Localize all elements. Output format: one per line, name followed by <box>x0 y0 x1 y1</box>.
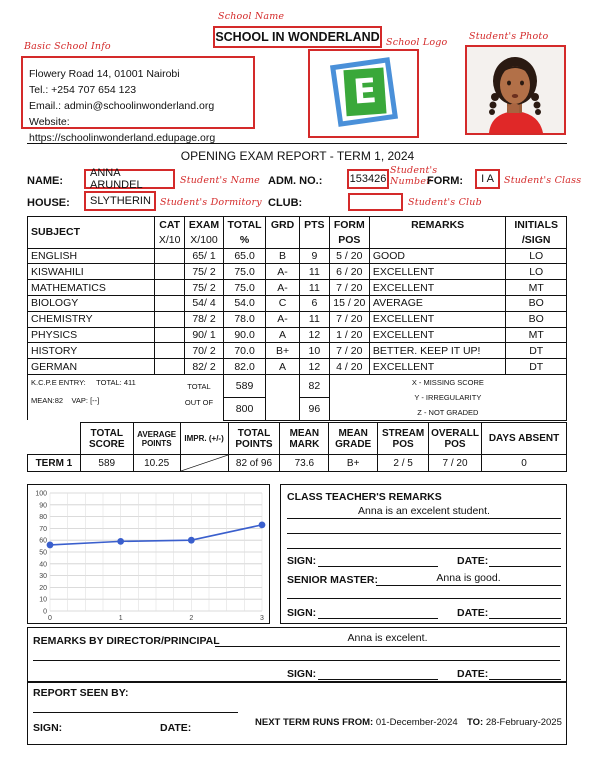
x-tick-label: 0 <box>48 615 52 622</box>
header-subject: SUBJECT <box>28 217 155 249</box>
school-website: Website: https://schoolinwonderland.edupage.org <box>29 116 216 144</box>
total-percent: 82.0 <box>224 359 266 375</box>
x-tick-label: 2 <box>189 615 194 622</box>
teacher-date-label: DATE: <box>457 555 489 567</box>
remarks: EXCELLENT <box>369 327 506 343</box>
points: 11 <box>299 311 329 327</box>
exam-score: 75/ 2 <box>185 280 224 296</box>
subject-name: CHEMISTRY <box>28 311 155 327</box>
grade-legend <box>329 374 566 420</box>
annotation-student-name: Student's Name <box>180 175 260 186</box>
subject-name: KISWAHILI <box>28 264 155 280</box>
y-tick-label: 80 <box>39 514 47 522</box>
adm-label: ADM. NO.: <box>268 175 323 187</box>
summary-term-label: TERM 1 <box>28 455 81 472</box>
form-position: 7 / 20 <box>329 311 369 327</box>
total-value: 589 <box>224 374 266 397</box>
form-position: 4 / 20 <box>329 359 369 375</box>
summary-header-total-points: TOTAL POINTS <box>228 423 280 455</box>
y-tick-label: 10 <box>39 596 47 604</box>
form-position: 1 / 20 <box>329 327 369 343</box>
student-house: SLYTHERIN <box>90 195 151 207</box>
school-tel: Tel.: +254 707 654 123 <box>29 84 137 96</box>
school-email: Email.: admin@schoolinwonderland.org <box>29 100 215 112</box>
form-position: 6 / 20 <box>329 264 369 280</box>
teacher-line-1 <box>287 518 561 519</box>
club-box <box>348 193 403 211</box>
summary-mean-grade: B+ <box>329 455 378 472</box>
next-term-to: 28-February-2025 <box>485 717 562 728</box>
table-row <box>28 264 567 280</box>
report-seen-line <box>33 712 238 713</box>
summary-impr <box>180 455 228 472</box>
total-percent: 65.0 <box>224 248 266 264</box>
teacher-sign-line <box>318 566 438 567</box>
kcpe-entry-label: K.C.P.E ENTRY: <box>31 377 86 387</box>
club-label: CLUB: <box>268 197 303 209</box>
cat-score <box>155 264 185 280</box>
form-position: 7 / 20 <box>329 280 369 296</box>
table-row <box>28 359 567 375</box>
summary-header-days-absent: DAYS ABSENT <box>482 423 567 455</box>
remarks: EXCELLENT <box>369 311 506 327</box>
points: 6 <box>299 295 329 311</box>
performance-chart-box <box>27 484 270 624</box>
form-position: 15 / 20 <box>329 295 369 311</box>
points: 11 <box>299 264 329 280</box>
director-line-1 <box>215 646 560 647</box>
y-tick-label: 90 <box>39 502 47 510</box>
school-name-box <box>213 26 382 48</box>
grade: B <box>266 248 300 264</box>
remarks: AVERAGE <box>369 295 506 311</box>
x-tick-label: 3 <box>260 615 264 622</box>
kcpe-mean: MEAN:82 <box>31 395 64 405</box>
remarks: EXCELLENT <box>369 359 506 375</box>
summary-row-term1 <box>28 455 567 472</box>
y-tick-label: 30 <box>39 573 47 581</box>
header-grd: GRD <box>266 217 300 233</box>
school-logo-letter: E <box>351 71 378 113</box>
subject-name: BIOLOGY <box>28 295 155 311</box>
adm-number: 153426 <box>349 173 387 185</box>
form-box <box>475 169 500 189</box>
grade: A <box>266 359 300 375</box>
points: 12 <box>299 359 329 375</box>
school-name: SCHOOL IN WONDERLAND <box>215 30 380 44</box>
pts-total: 82 <box>299 374 329 397</box>
form-label: FORM: <box>427 175 464 187</box>
y-tick-label: 100 <box>35 490 47 498</box>
senior-sign-line <box>318 618 438 619</box>
director-sign-label: SIGN: <box>287 668 317 680</box>
header-grd-sub <box>266 232 300 248</box>
teacher-sign-label: SIGN: <box>287 555 317 567</box>
summary-overall-pos: 7 / 20 <box>429 455 482 472</box>
parent-sign-label: SIGN: <box>33 722 63 734</box>
header-exam: EXAM <box>185 217 224 233</box>
summary-total-points: 82 of 96 <box>228 455 280 472</box>
y-tick-label: 50 <box>39 549 47 557</box>
basic-school-info <box>21 56 255 144</box>
table-row <box>28 343 567 359</box>
table-row <box>28 327 567 343</box>
summary-days-absent: 0 <box>482 455 567 472</box>
summary-header-total-score: TOTAL SCORE <box>80 423 133 455</box>
exam-score: 90/ 1 <box>185 327 224 343</box>
grade: C <box>266 295 300 311</box>
senior-date-label: DATE: <box>457 607 489 619</box>
summary-table <box>27 422 567 472</box>
cat-score <box>155 248 185 264</box>
legend-z: Z - NOT GRADED <box>417 407 479 417</box>
kcpe-total: TOTAL: 411 <box>96 377 136 387</box>
annotation-school-name: School Name <box>218 11 285 22</box>
director-line-2 <box>33 660 560 661</box>
subject-name: ENGLISH <box>28 248 155 264</box>
summary-mean-mark: 73.6 <box>280 455 329 472</box>
data-point <box>188 537 195 544</box>
cat-score <box>155 295 185 311</box>
header-pts: PTS <box>299 217 329 233</box>
out-of-value: 800 <box>224 397 266 420</box>
exam-score: 82/ 2 <box>185 359 224 375</box>
grade: B+ <box>266 343 300 359</box>
summary-header-average-points: AVERAGE POINTS <box>133 423 180 455</box>
initials: BO <box>506 311 567 327</box>
subject-name: MATHEMATICS <box>28 280 155 296</box>
initials: MT <box>506 327 567 343</box>
summary-average-points: 10.25 <box>133 455 180 472</box>
exam-score: 70/ 2 <box>185 343 224 359</box>
school-logo-frame <box>330 57 398 127</box>
senior-master-line-1 <box>376 585 561 586</box>
grade: A- <box>266 264 300 280</box>
exam-score: 78/ 2 <box>185 311 224 327</box>
initials: MT <box>506 280 567 296</box>
header-form: FORM <box>329 217 369 233</box>
student-photo <box>467 47 564 133</box>
exam-score: 54/ 4 <box>185 295 224 311</box>
school-logo-box <box>308 49 419 138</box>
annotation-school-logo: School Logo <box>386 37 448 48</box>
director-date-label: DATE: <box>457 668 489 680</box>
teacher-line-3 <box>287 548 561 549</box>
annotation-student-photo: Student's Photo <box>469 31 549 42</box>
points: 12 <box>299 327 329 343</box>
subject-rows <box>28 248 567 374</box>
header-remarks-sub <box>369 232 506 248</box>
table-row <box>28 280 567 296</box>
header-cat: CAT <box>155 217 185 233</box>
initials: LO <box>506 248 567 264</box>
header-form-sub: POS <box>329 232 369 248</box>
header-initials-sub: /SIGN <box>506 232 567 248</box>
header-exam-sub: X/100 <box>185 232 224 248</box>
summary-header-row <box>28 423 567 455</box>
house-box <box>84 191 156 211</box>
remarks: EXCELLENT <box>369 280 506 296</box>
summary-header-mean-mark: MEAN MARK <box>280 423 329 455</box>
initials: BO <box>506 295 567 311</box>
summary-header-overall-pos: OVERALL POS <box>429 423 482 455</box>
cat-score <box>155 280 185 296</box>
initials: DT <box>506 359 567 375</box>
header-cat-sub: X/10 <box>155 232 185 248</box>
legend-y: Y - IRREGULARITY <box>414 392 482 402</box>
annotation-student-club: Student's Club <box>408 197 482 208</box>
initials: DT <box>506 343 567 359</box>
total-percent: 78.0 <box>224 311 266 327</box>
y-tick-label: 0 <box>43 608 47 616</box>
senior-master-label: SENIOR MASTER: <box>287 574 379 586</box>
form-position: 7 / 20 <box>329 343 369 359</box>
y-tick-label: 40 <box>39 561 47 569</box>
y-tick-label: 20 <box>39 584 47 592</box>
points: 11 <box>299 280 329 296</box>
points: 10 <box>299 343 329 359</box>
y-tick-label: 70 <box>39 525 47 533</box>
school-address: Flowery Road 14, 01001 Nairobi <box>29 68 180 80</box>
student-name: ANNA ARUNDEL <box>90 167 143 191</box>
table-row <box>28 311 567 327</box>
report-seen-label: REPORT SEEN BY: <box>33 687 129 699</box>
teacher-date-line <box>489 566 561 567</box>
annotation-student-class: Student's Class <box>504 175 582 186</box>
total-percent: 75.0 <box>224 264 266 280</box>
student-photo-box <box>465 45 566 135</box>
pts-out-of: 96 <box>299 397 329 420</box>
header-initials: INITIALS <box>506 217 567 233</box>
director-date-line <box>489 679 561 680</box>
grade: A- <box>266 311 300 327</box>
report-title: OPENING EXAM REPORT - TERM 1, 2024 <box>180 149 415 163</box>
senior-date-line <box>489 618 561 619</box>
summary-stream-pos: 2 / 5 <box>378 455 429 472</box>
total-label: TOTAL <box>187 382 211 391</box>
summary-header-impr: IMPR. (+/-) <box>180 423 228 455</box>
cat-score <box>155 311 185 327</box>
initials: LO <box>506 264 567 280</box>
x-tick-label: 1 <box>118 615 123 622</box>
table-row <box>28 295 567 311</box>
points: 9 <box>299 248 329 264</box>
table-row <box>28 248 567 264</box>
next-term <box>255 717 458 728</box>
summary-total-score: 589 <box>80 455 133 472</box>
legend-x: X - MISSING SCORE <box>411 377 484 387</box>
summary-header-mean-grade: MEAN GRADE <box>329 423 378 455</box>
next-term-from: 01-December-2024 <box>375 717 458 728</box>
data-point <box>117 538 124 545</box>
total-percent: 90.0 <box>224 327 266 343</box>
data-point <box>47 542 54 549</box>
table-header-row <box>28 217 567 233</box>
senior-master-line-2 <box>287 598 561 599</box>
next-term-to-label: TO: <box>467 717 484 728</box>
director-sign-line <box>318 679 438 680</box>
name-label: NAME: <box>27 175 64 187</box>
kcpe-vap: VAP: [--] <box>71 395 100 405</box>
subject-name: HISTORY <box>28 343 155 359</box>
total-percent: 75.0 <box>224 280 266 296</box>
performance-chart <box>28 485 269 623</box>
summary-corner <box>28 423 81 455</box>
totals-empty-grd <box>266 374 300 420</box>
y-tick-label: 60 <box>39 537 47 545</box>
teacher-line-2 <box>287 533 561 534</box>
header-divider <box>27 143 567 144</box>
remarks: GOOD <box>369 248 506 264</box>
remarks: EXCELLENT <box>369 264 506 280</box>
total-percent: 70.0 <box>224 343 266 359</box>
subject-name: PHYSICS <box>28 327 155 343</box>
adm-number-box <box>347 169 389 189</box>
subjects-table <box>27 216 567 421</box>
header-pts-sub <box>299 232 329 248</box>
annotation-basic-info: Basic School Info <box>24 41 111 52</box>
cat-score <box>155 343 185 359</box>
senior-sign-label: SIGN: <box>287 607 317 619</box>
out-of-label: OUT OF <box>184 398 214 407</box>
annotation-student-dormitory: Student's Dormitory <box>160 197 262 208</box>
director-text: Anna is excelent. <box>347 632 428 644</box>
total-percent: 54.0 <box>224 295 266 311</box>
header-total: TOTAL <box>224 217 266 233</box>
class-teacher-title: CLASS TEACHER'S REMARKS <box>287 491 442 503</box>
cat-score <box>155 359 185 375</box>
form-position: 5 / 20 <box>329 248 369 264</box>
totals-row-1 <box>28 374 567 397</box>
header-remarks: REMARKS <box>369 217 506 233</box>
school-logo-icon <box>343 68 386 117</box>
exam-score: 75/ 2 <box>185 264 224 280</box>
next-term-to-group <box>467 717 562 728</box>
summary-impr-slash <box>181 455 228 471</box>
data-point <box>259 521 266 528</box>
class-teacher-text: Anna is an excelent student. <box>358 505 490 517</box>
exam-score: 65/ 1 <box>185 248 224 264</box>
parent-date-label: DATE: <box>160 722 192 734</box>
annotation-student-number: Student's Number <box>390 165 438 187</box>
grade: A <box>266 327 300 343</box>
header-total-sub: % <box>224 232 266 248</box>
senior-master-text: Anna is good. <box>436 572 501 584</box>
student-form: I A <box>481 173 494 185</box>
house-label: HOUSE: <box>27 197 70 209</box>
next-term-label: NEXT TERM RUNS FROM: <box>255 717 374 728</box>
summary-header-stream-pos: STREAM POS <box>378 423 429 455</box>
remarks: BETTER. KEEP IT UP! <box>369 343 506 359</box>
grade: A- <box>266 280 300 296</box>
student-name-box <box>84 169 175 189</box>
cat-score <box>155 327 185 343</box>
subject-name: GERMAN <box>28 359 155 375</box>
director-label: REMARKS BY DIRECTOR/PRINCIPAL <box>33 635 220 647</box>
